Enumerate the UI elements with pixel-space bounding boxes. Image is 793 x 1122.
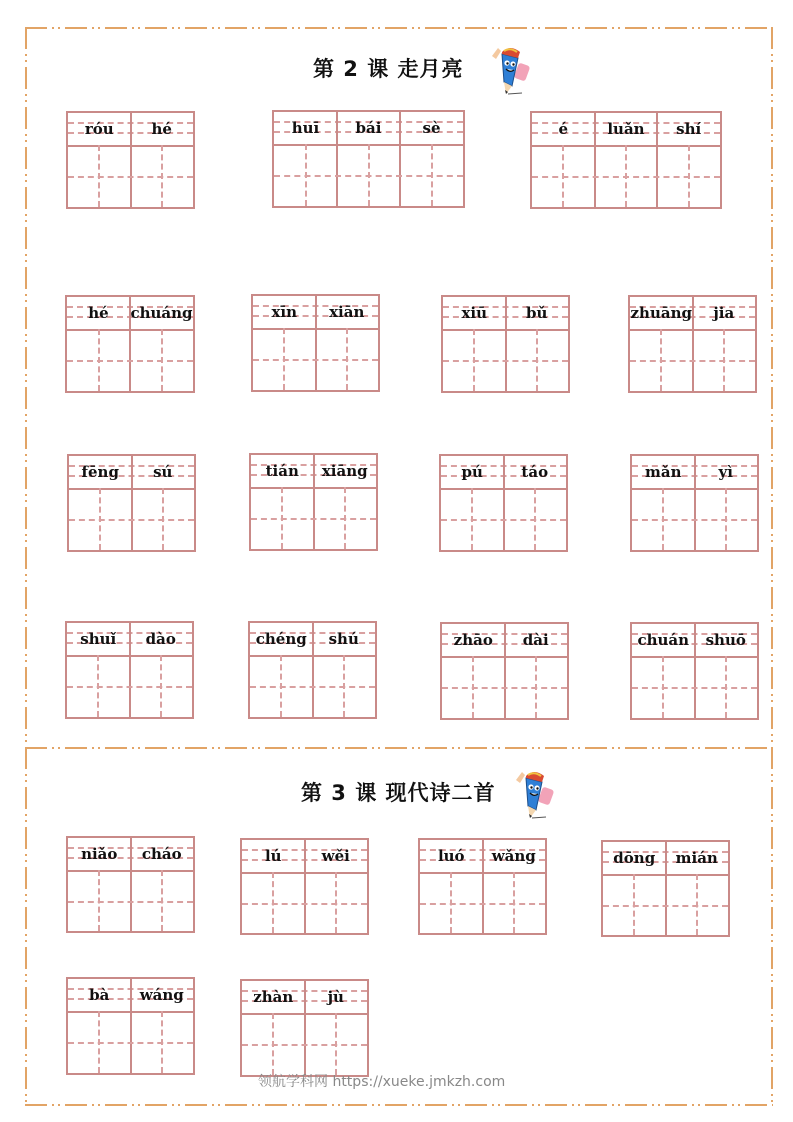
tianzige-word-box (628, 295, 757, 393)
pinyin-syllable: sú (153, 463, 173, 481)
grid-guide-horizontal (253, 359, 378, 361)
pinyin-syllable: bà (89, 986, 110, 1004)
tianzige-word-box (66, 111, 195, 209)
tianzige-word-box (440, 622, 569, 720)
grid-guide-horizontal (441, 519, 566, 521)
pinyin-syllable: pú (461, 463, 483, 481)
pinyin-syllable: zhuāng (630, 304, 692, 322)
pinyin-syllable: xīn (271, 303, 298, 321)
grid-guide-horizontal (242, 903, 367, 905)
pencil-mascot-icon (512, 766, 556, 822)
pencil-mascot-icon (488, 42, 532, 98)
pinyin-syllable: yì (718, 463, 733, 481)
lesson-2-title: 第 2 课 走月亮 (313, 57, 464, 81)
grid-guide-horizontal (67, 360, 193, 362)
section-divider (25, 747, 773, 749)
pinyin-syllable: niǎo (81, 845, 118, 863)
pinyin-syllable: xiān (329, 303, 365, 321)
pinyin-syllable: chéng (255, 630, 307, 648)
tianzige-word-box (601, 840, 730, 937)
grid-guide-horizontal (68, 176, 193, 178)
grid-guide-horizontal (68, 901, 193, 903)
pinyin-syllable: táo (521, 463, 549, 481)
lesson-3-title: 第 3 课 现代诗二首 (301, 781, 496, 805)
pinyin-syllable: tián (265, 462, 299, 480)
pinyin-syllable: luó (437, 847, 465, 865)
tianzige-word-box (66, 836, 195, 933)
tianzige-word-box (240, 838, 369, 935)
pinyin-syllable: zhàn (253, 988, 294, 1006)
pinyin-syllable: dài (522, 631, 549, 649)
pinyin-syllable: bái (355, 119, 382, 137)
tianzige-word-box (272, 110, 465, 208)
pinyin-syllable: chuán (637, 631, 690, 649)
pinyin-syllable: luǎn (607, 120, 645, 138)
tianzige-word-box (249, 453, 378, 551)
grid-guide-horizontal (443, 360, 568, 362)
pinyin-syllable: dōng (613, 849, 656, 867)
grid-guide-horizontal (420, 903, 545, 905)
tianzige-word-box (65, 295, 195, 393)
grid-guide-horizontal (603, 905, 728, 907)
grid-guide-horizontal (632, 687, 757, 689)
pinyin-syllable: mǎn (645, 463, 682, 481)
pinyin-syllable: zhāo (453, 631, 493, 649)
pinyin-syllable: huī (291, 119, 320, 137)
pinyin-syllable: lú (264, 847, 282, 865)
pinyin-syllable: hé (151, 120, 172, 138)
pinyin-syllable: fēng (81, 463, 119, 481)
pinyin-syllable: chuáng (130, 304, 193, 322)
pinyin-syllable: wǎng (491, 847, 536, 865)
pinyin-syllable: shuǐ (80, 630, 117, 648)
tianzige-word-box (65, 621, 194, 719)
tianzige-word-box (630, 622, 759, 720)
grid-guide-horizontal (630, 360, 755, 362)
border-right (771, 27, 773, 1106)
tianzige-word-box (441, 295, 570, 393)
grid-guide-horizontal (442, 687, 567, 689)
pinyin-syllable: shuō (705, 631, 746, 649)
pinyin-syllable: shí (676, 120, 702, 138)
grid-guide-horizontal (532, 176, 720, 178)
grid-guide-horizontal (67, 686, 192, 688)
pinyin-syllable: xiāng (321, 462, 368, 480)
tianzige-word-box (439, 454, 568, 552)
tianzige-word-box (530, 111, 722, 209)
tianzige-word-box (240, 979, 369, 1077)
grid-guide-horizontal (251, 518, 376, 520)
tianzige-word-box (248, 621, 377, 719)
pinyin-syllable: cháo (141, 845, 182, 863)
pinyin-syllable: é (558, 120, 569, 138)
grid-guide-horizontal (250, 686, 375, 688)
pinyin-syllable: shú (328, 630, 359, 648)
pinyin-syllable: hé (88, 304, 109, 322)
grid-guide-horizontal (69, 519, 194, 521)
pinyin-syllable: xiū (461, 304, 488, 322)
watermark: 领航学科网 https://xueke.jmkzh.com (258, 1074, 506, 1090)
pinyin-syllable: jù (327, 988, 344, 1006)
pinyin-syllable: dào (145, 630, 176, 648)
tianzige-word-box (251, 294, 380, 392)
pinyin-syllable: bǔ (526, 304, 548, 322)
border-bottom (25, 1104, 773, 1106)
tianzige-word-box (418, 838, 547, 935)
tianzige-word-box (630, 454, 759, 552)
border-top (25, 27, 773, 29)
pinyin-syllable: jia (713, 304, 735, 322)
border-left (25, 27, 27, 1106)
pinyin-syllable: mián (675, 849, 718, 867)
tianzige-word-box (66, 977, 195, 1075)
grid-guide-horizontal (632, 519, 757, 521)
grid-guide-horizontal (242, 1044, 367, 1046)
pinyin-syllable: wěi (321, 847, 350, 865)
grid-guide-horizontal (274, 175, 463, 177)
tianzige-word-box (67, 454, 196, 552)
pinyin-syllable: sè (422, 119, 441, 137)
pinyin-syllable: róu (84, 120, 114, 138)
pinyin-syllable: wáng (139, 986, 184, 1004)
grid-guide-horizontal (68, 1042, 193, 1044)
